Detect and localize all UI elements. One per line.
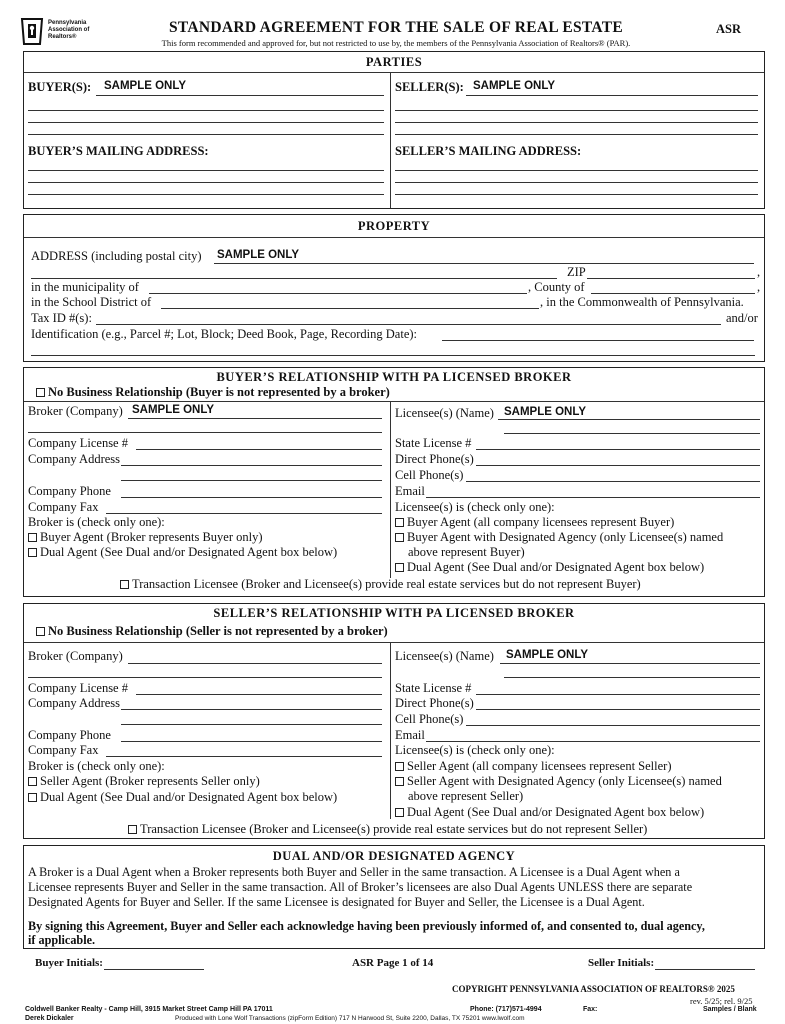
seller-licensee-option-3[interactable] xyxy=(395,805,704,820)
revision: rev. 5/25; rel. 9/25 xyxy=(690,996,753,1006)
seller-label: SELLER(S): xyxy=(395,80,464,94)
buyer-licensee-option-2[interactable] xyxy=(395,530,723,545)
identification-label: Identification (e.g., Parcel #; Lot, Block; Deed Book, Page, Recording Date): xyxy=(31,327,417,341)
buyer-email-label: Email xyxy=(395,484,425,498)
zip-label: ZIP xyxy=(567,265,586,279)
option-label: Dual Agent (See Dual and/or Designated Agent box below) xyxy=(407,560,705,574)
checkbox-icon[interactable] xyxy=(395,563,404,572)
checkbox-icon[interactable] xyxy=(395,808,404,817)
buyer-broker-company-value[interactable]: SAMPLE ONLY xyxy=(132,404,215,416)
buyer-licensee-option-1[interactable] xyxy=(395,515,674,530)
checkbox-icon[interactable] xyxy=(128,825,137,834)
buyer-company-address-label: Company Address xyxy=(28,452,121,466)
office-phone: Phone: (717)571-4994 xyxy=(470,1006,542,1013)
seller-direct-phone-label: Direct Phone(s) xyxy=(395,696,474,710)
checkbox-icon[interactable] xyxy=(395,777,404,786)
seller-state-license-label: State License # xyxy=(395,681,472,695)
property-section: PROPERTY ADDRESS (including postal city) SAMPLE ONLY ZIP , in the municipality of , County of , in the School District of , in the Commonwealth of Pennsylvania. Tax ID #(s): and/or Identification (e.g., Parcel #; Lot, Block; Deed Book, Page, Recording Date): xyxy=(23,214,765,362)
buyer-cell-phone-label: Cell Phone(s) xyxy=(395,468,464,482)
option-label: Seller Agent (all company licensees represent Seller) xyxy=(407,759,672,773)
office-info: Coldwell Banker Realty - Camp Hill, 3915 Market Street Camp Hill PA 17011 xyxy=(25,1006,273,1013)
dual-paragraph-line-1: A Broker is a Dual Agent when a Broker represents both Buyer and Seller in the same transaction. A Licensee is a Dual Agent when a xyxy=(28,865,680,879)
option-label: Transaction Licensee (Broker and Licensee(s) provide real estate services but do not represent Buyer) xyxy=(132,577,641,591)
checkbox-icon[interactable] xyxy=(120,580,129,589)
checkbox-icon[interactable] xyxy=(395,518,404,527)
municipality-label: in the municipality of xyxy=(31,280,139,294)
buyer-value[interactable]: SAMPLE ONLY xyxy=(104,80,187,92)
buyer-company-fax-label: Company Fax xyxy=(28,500,99,514)
checkbox-icon[interactable] xyxy=(395,533,404,542)
dual-paragraph-line-2: Licensee represents Buyer and Seller in the same transaction. All of Broker’s licensees are also Dual Agents UNLESS there are separate xyxy=(28,880,693,894)
option-label: Dual Agent (See Dual and/or Designated Agent box below) xyxy=(407,805,705,819)
buyer-broker-option-1[interactable] xyxy=(28,530,263,545)
page-number: ASR Page 1 of 14 xyxy=(352,957,434,969)
seller-initials-label: Seller Initials: xyxy=(588,957,655,969)
parties-heading: PARTIES xyxy=(365,55,423,69)
dual-consent-line-2: if applicable. xyxy=(28,933,96,947)
buyer-licensee-option-2-cont: above represent Buyer) xyxy=(408,545,525,559)
document-title: STANDARD AGREEMENT FOR THE SALE OF REAL ESTATE xyxy=(168,19,624,36)
seller-initials-field[interactable] xyxy=(655,969,755,970)
checkbox-icon[interactable] xyxy=(28,548,37,557)
form-code: ASR xyxy=(716,22,742,36)
option-label: Buyer Agent (all company licensees represent Buyer) xyxy=(407,515,675,529)
option-label: Transaction Licensee (Broker and Licensee(s) provide real estate services but do not represent Seller) xyxy=(140,822,648,836)
office-fax: Fax: xyxy=(583,1006,598,1013)
buyer-initials-label: Buyer Initials: xyxy=(35,957,103,969)
checkbox-icon[interactable] xyxy=(36,627,45,636)
seller-broker-company-label: Broker (Company) xyxy=(28,649,123,663)
county-label: , County of xyxy=(528,280,585,294)
seller-broker-option-2[interactable] xyxy=(28,790,337,805)
school-district-label: in the School District of xyxy=(31,295,152,309)
buyer-company-phone-label: Company Phone xyxy=(28,484,111,498)
dual-paragraph-line-3: Designated Agents for Buyer and Seller. If the same Licensee is designated for Buyer and Seller, the Licensee is a Dual Agent. xyxy=(28,895,645,909)
seller-mailing-label: SELLER’S MAILING ADDRESS: xyxy=(395,144,582,158)
agent-name: Derek Dickaler xyxy=(25,1015,74,1022)
logo-text: Pennsylvania Association of Realtors® xyxy=(48,20,90,40)
buyer-broker-company-label: Broker (Company) xyxy=(28,404,123,418)
commonwealth-text: , in the Commonwealth of Pennsylvania. xyxy=(540,295,744,309)
andor-text: and/or xyxy=(726,311,758,325)
tax-id-label: Tax ID #(s): xyxy=(31,311,92,325)
keystone-logo-icon xyxy=(20,18,44,46)
buyer-broker-option-2[interactable] xyxy=(28,545,337,560)
option-label: Buyer Agent (Broker represents Buyer only) xyxy=(40,530,263,544)
seller-cell-phone-label: Cell Phone(s) xyxy=(395,712,464,726)
seller-licensee-option-1[interactable] xyxy=(395,759,671,774)
seller-no-relationship[interactable] xyxy=(36,624,388,639)
property-heading: PROPERTY xyxy=(357,219,431,233)
seller-company-address-label: Company Address xyxy=(28,696,121,710)
buyer-broker-is-label: Broker is (check only one): xyxy=(28,515,165,529)
buyer-initials-field[interactable] xyxy=(104,969,204,970)
buyer-licensee-option-3[interactable] xyxy=(395,560,704,575)
checkbox-icon[interactable] xyxy=(395,762,404,771)
checkbox-icon[interactable] xyxy=(28,533,37,542)
address-label: ADDRESS (including postal city) xyxy=(31,249,202,263)
seller-licensee-option-2-cont: above represent Seller) xyxy=(408,789,524,803)
buyer-licensee-label: Licensee(s) (Name) xyxy=(395,406,494,420)
buyer-no-relationship[interactable] xyxy=(36,385,390,400)
checkbox-icon[interactable] xyxy=(28,777,37,786)
produced-by: Produced with Lone Wolf Transactions (zipForm Edition) 717 N Harwood St, Suite 2200, Dallas, TX 75201 www.lwolf.com xyxy=(175,1015,525,1022)
seller-company-license-label: Company License # xyxy=(28,681,128,695)
buyer-label: BUYER(S): xyxy=(28,80,92,94)
option-label: Buyer Agent with Designated Agency (only Licensee(s) named xyxy=(407,530,724,544)
option-label: Seller Agent (Broker represents Seller only) xyxy=(40,774,260,788)
samples-blank: Samples / Blank xyxy=(703,1006,757,1013)
seller-broker-option-1[interactable] xyxy=(28,774,260,789)
par-logo xyxy=(20,18,105,50)
seller-licensee-is-label: Licensee(s) is (check only one): xyxy=(395,743,555,757)
buyer-licensee-is-label: Licensee(s) is (check only one): xyxy=(395,500,555,514)
dual-consent-line-1: By signing this Agreement, Buyer and Seller each acknowledge having been previously informed of, and consented to, dual agency, xyxy=(28,919,705,933)
copyright: COPYRIGHT PENNSYLVANIA ASSOCIATION OF REALTORS® 2025 xyxy=(452,984,735,994)
dual-agency-heading: DUAL AND/OR DESIGNATED AGENCY xyxy=(272,849,516,863)
seller-transaction-licensee[interactable] xyxy=(128,822,647,837)
option-label: Seller Agent with Designated Agency (only Licensee(s) named xyxy=(407,774,722,788)
buyer-mailing-label: BUYER’S MAILING ADDRESS: xyxy=(28,144,209,158)
option-label: Dual Agent (See Dual and/or Designated Agent box below) xyxy=(40,790,338,804)
buyer-direct-phone-label: Direct Phone(s) xyxy=(395,452,474,466)
seller-company-phone-label: Company Phone xyxy=(28,728,111,742)
seller-email-label: Email xyxy=(395,728,425,742)
buyer-licensee-value[interactable]: SAMPLE ONLY xyxy=(504,406,587,418)
seller-licensee-value[interactable]: SAMPLE ONLY xyxy=(506,649,589,661)
checkbox-icon[interactable] xyxy=(28,793,37,802)
parties-section xyxy=(23,51,765,209)
seller-value[interactable]: SAMPLE ONLY xyxy=(473,80,556,92)
dual-agency-section xyxy=(23,845,765,949)
address-value[interactable]: SAMPLE ONLY xyxy=(217,249,300,261)
seller-licensee-option-2[interactable] xyxy=(395,774,722,789)
seller-broker-section xyxy=(23,603,765,839)
seller-no-relationship-label: No Business Relationship (Seller is not represented by a broker) xyxy=(48,624,388,638)
seller-broker-heading: SELLER’S RELATIONSHIP WITH PA LICENSED BROKER xyxy=(213,606,575,620)
buyer-transaction-licensee[interactable] xyxy=(120,577,641,592)
seller-broker-is-label: Broker is (check only one): xyxy=(28,759,165,773)
buyer-no-relationship-label: No Business Relationship (Buyer is not represented by a broker) xyxy=(48,385,390,399)
document-subtitle: This form recommended and approved for, but not restricted to use by, the members of the Pennsylvania Association of Realtors® (PAR). xyxy=(161,38,631,48)
buyer-broker-section xyxy=(23,367,765,597)
buyer-company-license-label: Company License # xyxy=(28,436,128,450)
seller-licensee-label: Licensee(s) (Name) xyxy=(395,649,494,663)
option-label: Dual Agent (See Dual and/or Designated Agent box below) xyxy=(40,545,338,559)
seller-company-fax-label: Company Fax xyxy=(28,743,99,757)
buyer-broker-heading: BUYER’S RELATIONSHIP WITH PA LICENSED BROKER xyxy=(216,370,572,384)
buyer-state-license-label: State License # xyxy=(395,436,472,450)
checkbox-icon[interactable] xyxy=(36,388,45,397)
